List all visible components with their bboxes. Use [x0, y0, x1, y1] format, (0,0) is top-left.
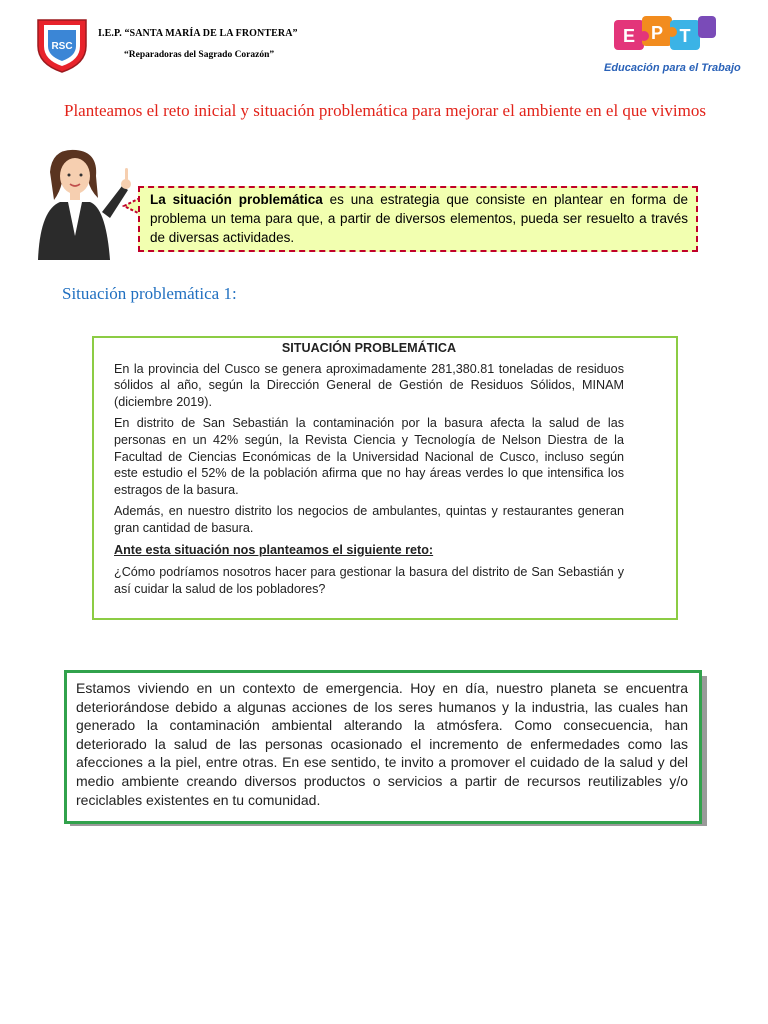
challenge-question: ¿Cómo podríamos nosotros hacer para gestionar la basura del distrito de San Sebastián y así cuidar la salud de los pobladores? — [114, 565, 624, 596]
school-crest-logo — [34, 16, 90, 74]
context-text: Estamos viviendo en un contexto de emergencia. Hoy en día, nuestro planeta se encuentra deteriorándose debido a algunas acciones de los seres humanos y la industria, las cuales han generado la contaminación ambiental alterando la atmósfera. Como consecuencia, han deteriorado la salud de las personas ocasionado el incremento de enfermedades como las afecciones a la piel, entre otras. En ese sentido, te invito a promover el cuidado de la salud y del medio ambiente creando diversos productos o servicios a partir de recursos reutilizables y/o reciclables existentes en tu comunidad. — [76, 680, 688, 808]
logo-letter-t: T — [679, 26, 691, 46]
situation-heading: SITUACIÓN PROBLEMÁTICA — [281, 341, 457, 355]
logo-letter-p: P — [650, 23, 664, 43]
definition-body: es una estrategia que consiste en plantear en forma de problema un tema para que, a partir de diversos elementos, pueda ser resuelto a través de diversas actividades. — [150, 192, 689, 245]
definition-text — [150, 190, 688, 247]
school-name: I.E.P. “SANTA MARÍA DE LA FRONTERA” — [98, 28, 298, 39]
ept-logo-caption: Educación para el Trabajo — [604, 62, 741, 74]
definition-term: La situación problemática — [150, 192, 323, 207]
crest-letters: RSC — [51, 41, 73, 52]
school-motto: “Reparadoras del Sagrado Corazón” — [124, 50, 275, 60]
situation-paragraph-2: En distrito de San Sebastián la contaminación por la basura afecta la salud de las personas en un 42% según, la Revista Ciencia y Tecnología de Nelson Diestra de la Facultad de Ciencias Económicas de la Universidad Nacional de Cusco, incluso según este estudio el 52% de la población afirma que no hay áreas verdes lo que intensifica los estragos de la basura. — [114, 416, 624, 497]
situation-paragraph-3: Además, en nuestro distrito los negocios de ambulantes, quintas y restaurantes generan gran cantidad de basura. — [114, 504, 624, 535]
section-subtitle: Situación problemática 1: — [62, 284, 237, 303]
challenge-heading: Ante esta situación nos planteamos el siguiente reto: — [114, 542, 434, 557]
situation-content — [114, 340, 624, 597]
situation-paragraph-1: En la provincia del Cusco se genera aproximadamente 281,380.81 toneladas de residuos sólidos al año, según la Dirección General de Gestión de Residuos Sólidos, MINAM (diciembre 2019). — [114, 361, 624, 409]
page-title: Planteamos el reto inicial y situación problemática para mejorar el ambiente en el que vivimos — [64, 101, 706, 120]
logo-letter-e: E — [622, 26, 636, 46]
